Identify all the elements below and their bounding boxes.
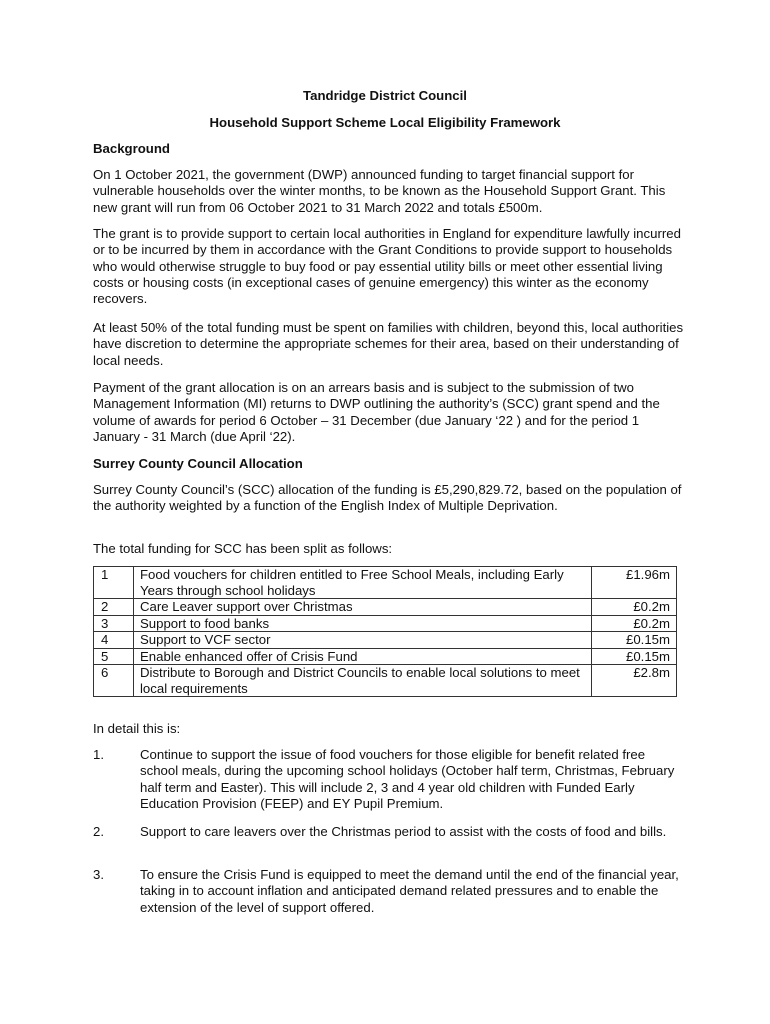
paragraph-background-3: At least 50% of the total funding must be spent on families with children, beyond this, local authorities have discretion to determine the appropriate schemes for their area, based on their understanding of local needs. — [93, 320, 684, 368]
list-item-number: 2. — [93, 824, 104, 839]
row-amount: £0.2m — [592, 599, 677, 616]
document-title: Tandridge District Council — [303, 88, 467, 103]
row-amount: £0.2m — [592, 615, 677, 632]
row-number: 2 — [94, 599, 134, 616]
row-number: 5 — [94, 648, 134, 665]
table-row — [94, 615, 677, 632]
allocation-table — [93, 566, 677, 697]
paragraph-background-1: On 1 October 2021, the government (DWP) announced funding to target financial support for vulnerable households over the winter months, to be known as the Household Support Grant. This new grant will run from 06 October 2021 to 31 March 2022 and totals £500m. — [93, 167, 666, 215]
row-amount: £0.15m — [592, 648, 677, 665]
row-description: Food vouchers for children entitled to Free School Meals, including Early Years through school holidays — [134, 567, 592, 599]
row-number: 4 — [94, 632, 134, 649]
row-description: Distribute to Borough and District Councils to enable local solutions to meet local requirements — [134, 665, 592, 697]
row-amount: £2.8m — [592, 665, 677, 697]
row-description: Care Leaver support over Christmas — [134, 599, 592, 616]
row-description: Support to food banks — [134, 615, 592, 632]
list-item-text: Support to care leavers over the Christmas period to assist with the costs of food and bills. — [140, 824, 667, 839]
paragraph-funding-split: The total funding for SCC has been split as follows: — [93, 541, 393, 556]
row-description: Enable enhanced offer of Crisis Fund — [134, 648, 592, 665]
background-heading: Background — [93, 141, 170, 156]
table-row — [94, 665, 677, 697]
document-subtitle: Household Support Scheme Local Eligibility Framework — [209, 115, 561, 130]
scc-allocation-heading: Surrey County Council Allocation — [93, 456, 303, 471]
paragraph-in-detail: In detail this is: — [93, 721, 181, 736]
row-amount: £0.15m — [592, 632, 677, 649]
row-description: Support to VCF sector — [134, 632, 592, 649]
list-item-number: 3. — [93, 867, 104, 882]
row-number: 6 — [94, 665, 134, 697]
table-row — [94, 648, 677, 665]
table-row — [94, 599, 677, 616]
row-amount: £1.96m — [592, 567, 677, 599]
table-row — [94, 632, 677, 649]
paragraph-background-2: The grant is to provide support to certain local authorities in England for expenditure lawfully incurred or to be incurred by them in accordance with the Grant Conditions to provide support to households who would otherwise struggle to buy food or pay essential utility bills or meet other essential living costs or housing costs (in exceptional cases of genuine emergency) this winter as the economy recovers. — [93, 226, 681, 307]
row-number: 3 — [94, 615, 134, 632]
table-row — [94, 567, 677, 599]
paragraph-background-4: Payment of the grant allocation is on an arrears basis and is subject to the submission of two Management Information (MI) returns to DWP outlining the authority’s (SCC) grant spend and the volume of awards for period 6 October – 31 December (due January ‘22 ) and for the period 1 January - 31 March (due April ‘22). — [93, 380, 660, 444]
list-item-text: To ensure the Crisis Fund is equipped to meet the demand until the end of the financial year, taking in to account inflation and anticipated demand related pressures and to enable the extension of the level of support offered. — [140, 867, 679, 915]
paragraph-scc-allocation: Surrey County Council’s (SCC) allocation of the funding is £5,290,829.72, based on the population of the authority weighted by a function of the English Index of Multiple Deprivation. — [93, 482, 682, 514]
row-number: 1 — [94, 567, 134, 599]
list-item-number: 1. — [93, 747, 104, 762]
list-item-text: Continue to support the issue of food vouchers for those eligible for benefit related free school meals, during the upcoming school holidays (October half term, Christmas, February half term and Easter). This will include 2, 3 and 4 year old children with Funded Early Education Provision (FEEP) and EY Pupil Premium. — [140, 747, 675, 811]
